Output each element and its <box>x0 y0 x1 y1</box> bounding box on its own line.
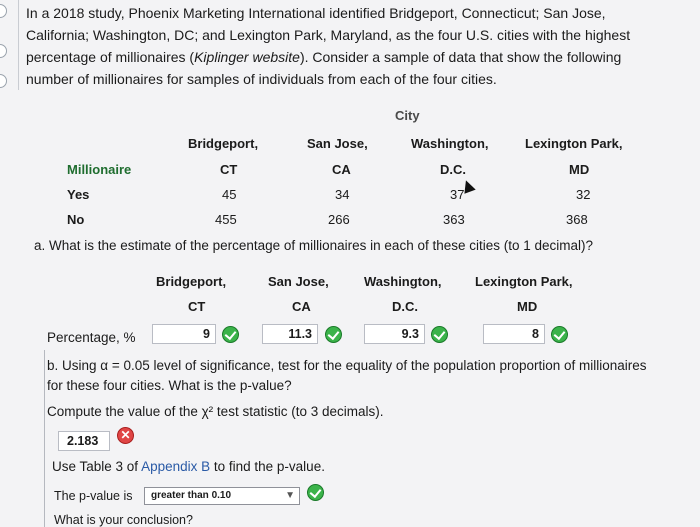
city-group-header: City <box>395 108 420 123</box>
pvalue-dropdown[interactable] <box>144 487 300 505</box>
state-dc: D.C. <box>440 162 466 177</box>
cell-no-sanjose: 266 <box>328 212 350 227</box>
city-header-sanjose: San Jose, <box>307 136 368 151</box>
percentage-input-bridgeport[interactable]: 9 <box>152 324 216 344</box>
left-divider <box>18 0 19 90</box>
intro-line: In a 2018 study, Phoenix Marketing International identified Bridgeport, Connecticut; San Jose, <box>26 5 606 21</box>
correct-check-icon <box>551 326 568 343</box>
percentage-input-washington[interactable]: 9.3 <box>364 324 425 344</box>
intro-line: number of millionaires for samples of individuals from each of the four cities. <box>26 71 497 87</box>
chevron-down-icon: ▼ <box>285 490 295 501</box>
chi-square-instruction: Compute the value of the χ² test statistic (to 3 decimals). <box>47 404 384 419</box>
percentage-input-sanjose[interactable]: 11.3 <box>262 324 318 344</box>
appendix-b-link[interactable]: Appendix B <box>141 459 211 474</box>
a-city-sanjose: San Jose, <box>268 274 329 289</box>
correct-check-icon <box>325 326 342 343</box>
a-state-dc: D.C. <box>392 299 418 314</box>
a-state-ct: CT <box>188 299 206 314</box>
incorrect-x-icon: ✕ <box>117 427 134 444</box>
cell-yes-lexington: 32 <box>576 187 591 202</box>
correct-check-icon <box>307 484 324 501</box>
percentage-row-label: Percentage, % <box>47 330 136 345</box>
part-a-question: a. What is the estimate of the percentage of millionaires in each of these cities (to 1 decimal)? <box>34 238 594 253</box>
a-city-washington: Washington, <box>364 274 442 289</box>
pvalue-selected-value: greater than 0.10 <box>151 490 232 501</box>
chi-square-input[interactable]: 2.183 <box>58 431 110 451</box>
cell-no-washington: 363 <box>443 212 465 227</box>
a-city-lexington: Lexington Park, <box>475 274 573 289</box>
conclusion-prompt: What is your conclusion? <box>54 513 193 527</box>
intro-line: percentage of millionaires (Kiplinger website). Consider a sample of data that show the following <box>26 49 622 65</box>
mouse-cursor-icon <box>460 178 475 193</box>
part-b-question-line1: b. Using α = 0.05 level of significance, test for the equality of the population proportion of millionaires <box>47 358 647 373</box>
cell-no-bridgeport: 455 <box>215 212 237 227</box>
cell-yes-washington: 37 <box>450 187 465 202</box>
a-city-bridgeport: Bridgeport, <box>156 274 227 289</box>
cell-no-lexington: 368 <box>566 212 588 227</box>
a-state-ca: CA <box>292 299 311 314</box>
row-header-millionaire: Millionaire <box>67 162 132 177</box>
radio-button-3[interactable] <box>0 74 7 88</box>
row-label-no: No <box>67 212 85 227</box>
radio-button-2[interactable] <box>0 44 7 58</box>
state-md: MD <box>569 162 590 177</box>
part-b-section <box>44 350 700 527</box>
radio-button-1[interactable] <box>0 4 7 18</box>
correct-check-icon <box>431 326 448 343</box>
city-header-washington: Washington, <box>411 136 489 151</box>
question-intro <box>26 2 676 90</box>
cell-yes-sanjose: 34 <box>335 187 350 202</box>
part-b-question-line2: for these four cities. What is the p-value? <box>47 378 292 393</box>
city-header-lexington: Lexington Park, <box>525 136 623 151</box>
a-state-md: MD <box>517 299 538 314</box>
table-reference: Use Table 3 of Appendix B to find the p-value. <box>52 459 325 474</box>
intro-line: California; Washington, DC; and Lexington Park, Maryland, as the four U.S. cities with the highest <box>26 27 631 43</box>
pvalue-label: The p-value is <box>54 489 133 503</box>
percentage-input-lexington[interactable]: 8 <box>483 324 545 344</box>
city-header-bridgeport: Bridgeport, <box>188 136 259 151</box>
row-label-yes: Yes <box>67 187 90 202</box>
state-ct: CT <box>220 162 238 177</box>
state-ca: CA <box>332 162 351 177</box>
correct-check-icon <box>222 326 239 343</box>
cell-yes-bridgeport: 45 <box>222 187 237 202</box>
